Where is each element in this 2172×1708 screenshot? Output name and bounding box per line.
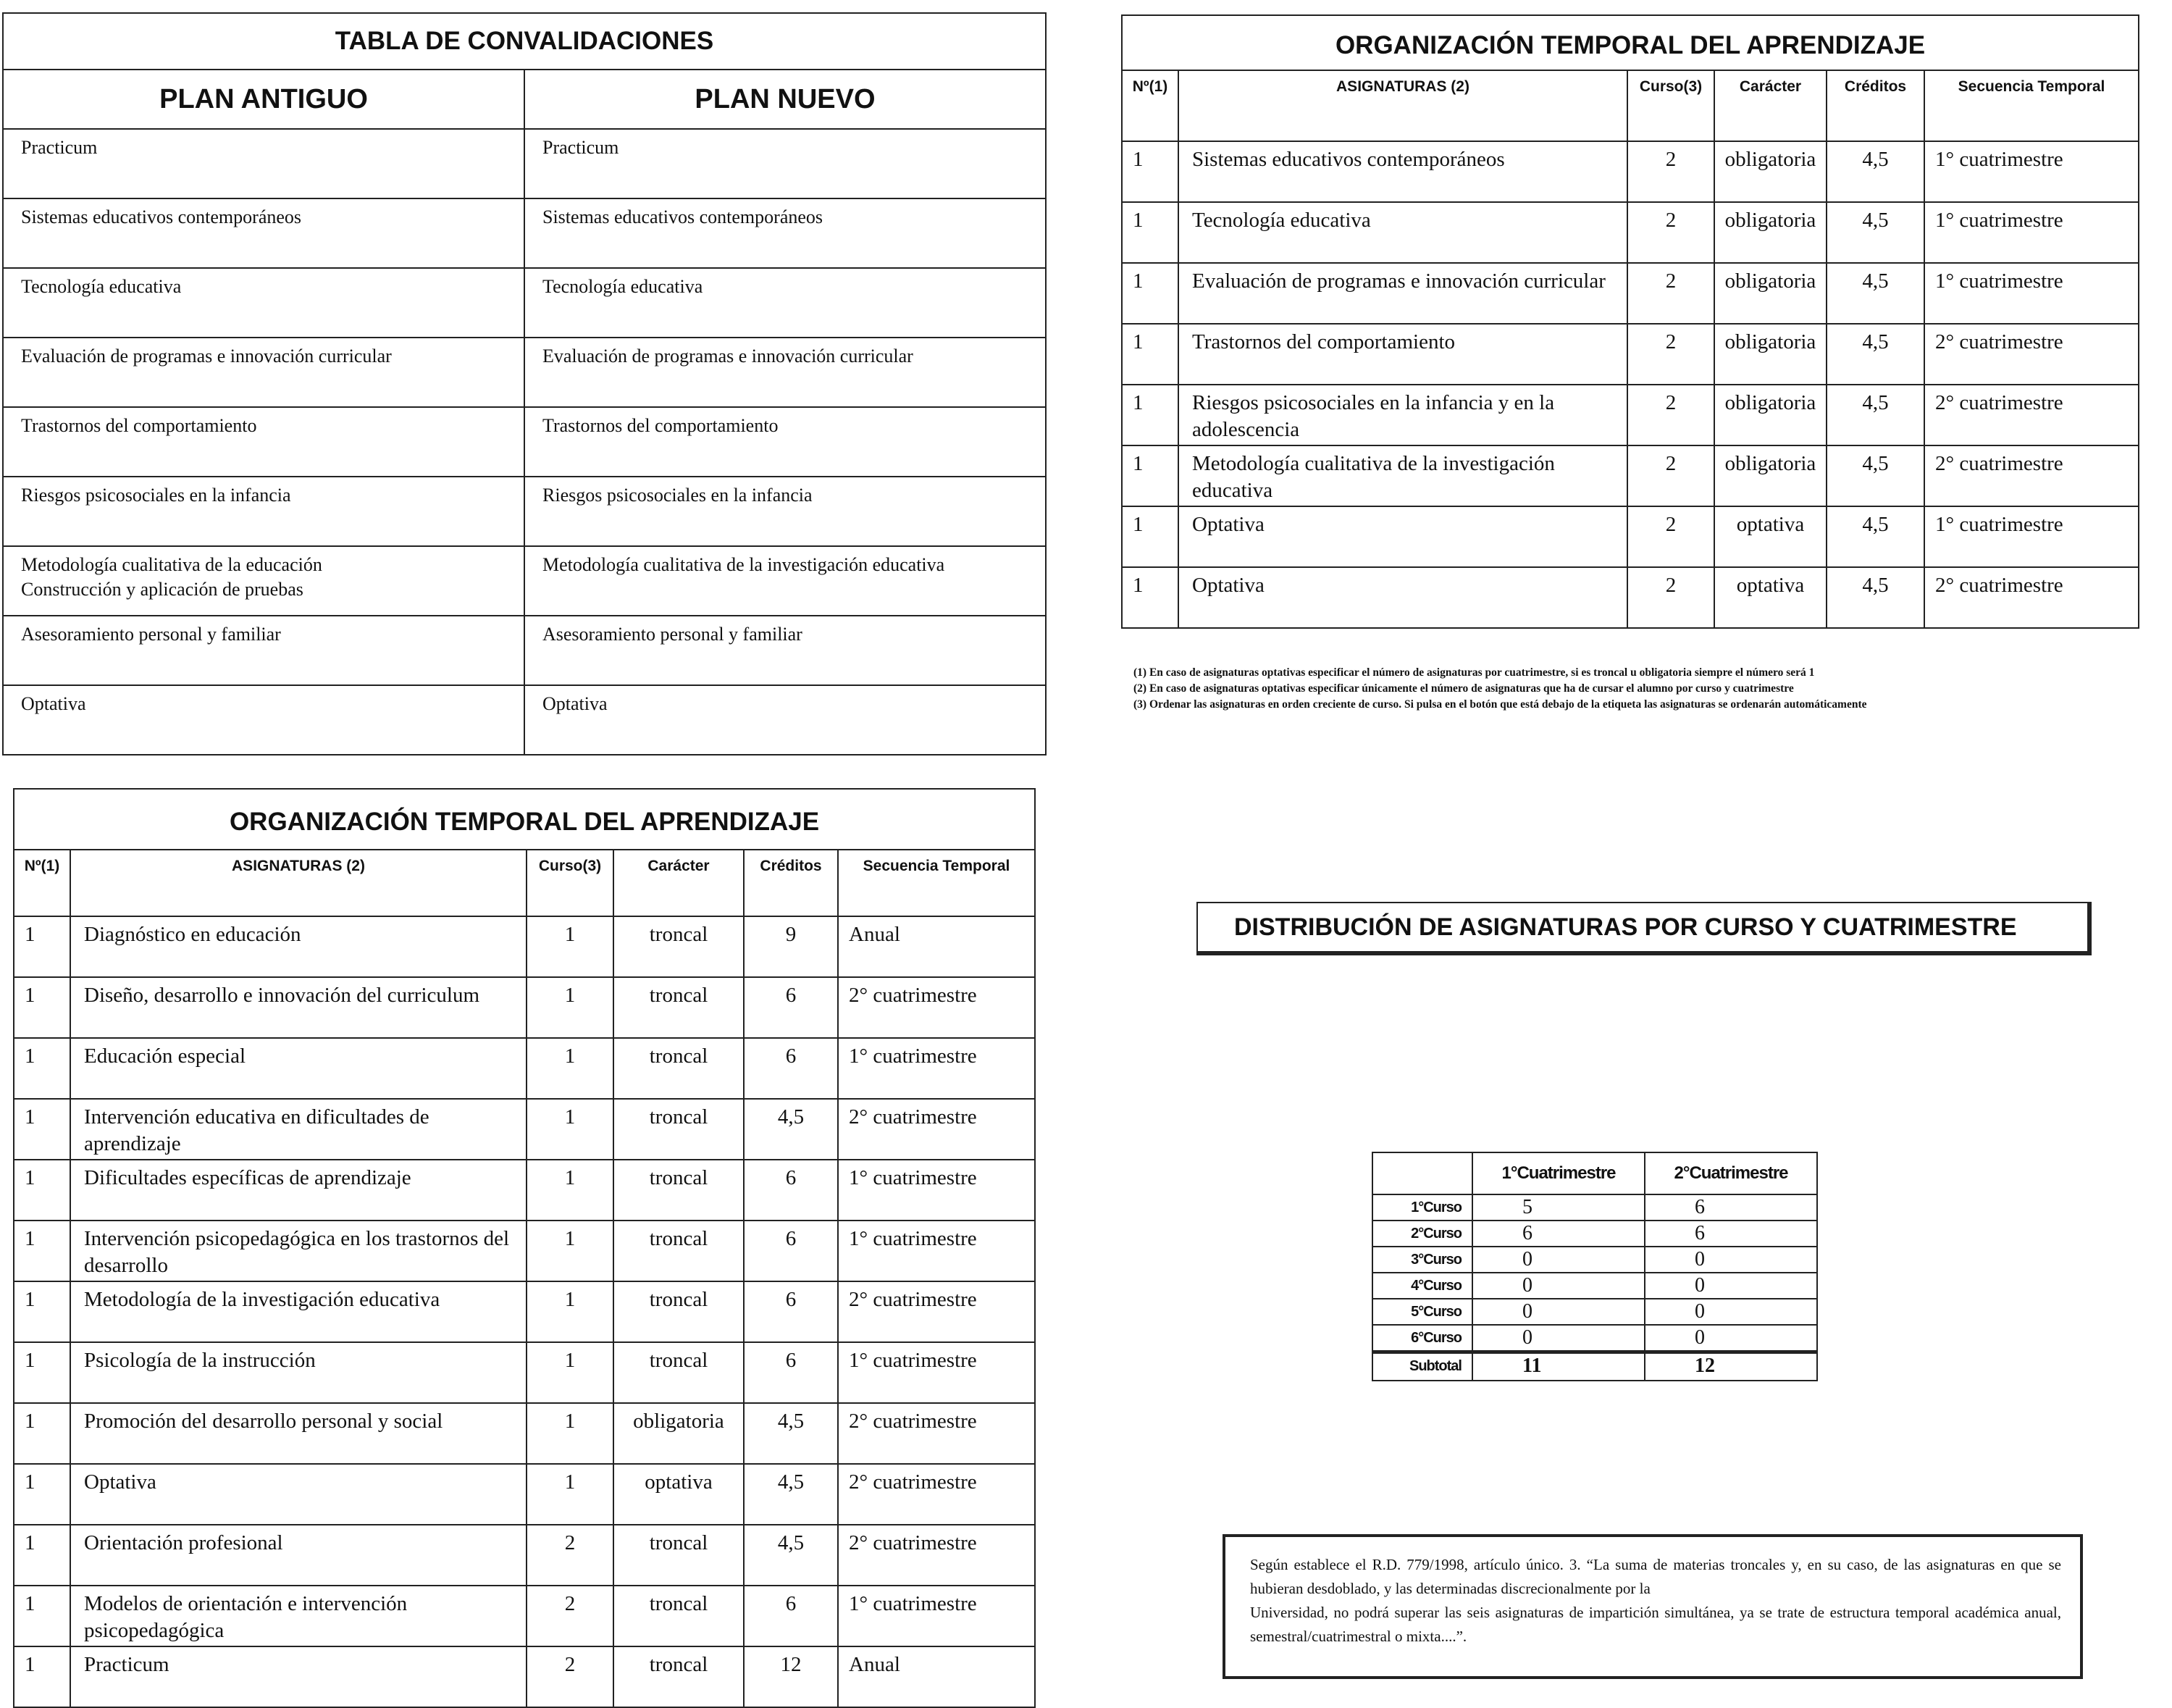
- caracter-value: obligatoria: [1714, 141, 1827, 202]
- creditos-value: 6: [744, 1281, 838, 1342]
- curso-value: 2: [527, 1646, 613, 1707]
- subtotal-c1: 11: [1472, 1352, 1645, 1381]
- curso-value: 2: [1627, 567, 1714, 628]
- table-row: [3, 338, 1046, 407]
- creditos-value: 4,5: [1827, 445, 1924, 506]
- col-creditos: Créditos: [1827, 70, 1924, 141]
- subject-name: Optativa: [70, 1464, 527, 1525]
- secuencia-value: 1° cuatrimestre: [838, 1586, 1035, 1646]
- col-caracter: Carácter: [613, 850, 744, 916]
- curso-value: 1: [527, 1464, 613, 1525]
- row-number: 1: [14, 1221, 70, 1281]
- caracter-value: troncal: [613, 1160, 744, 1221]
- subject-name: Dificultades específicas de aprendizaje: [70, 1160, 527, 1221]
- table-row: [14, 1525, 1035, 1586]
- curso-value: 1: [527, 916, 613, 977]
- curso-value: 1: [527, 1099, 613, 1160]
- secuencia-value: 1° cuatrimestre: [838, 1160, 1035, 1221]
- secuencia-value: 1° cuatrimestre: [1924, 263, 2139, 324]
- creditos-value: 6: [744, 1586, 838, 1646]
- creditos-value: 12: [744, 1646, 838, 1707]
- plan-nuevo-header: PLAN NUEVO: [524, 70, 1046, 129]
- cuatrimestre-2-value: 0: [1645, 1273, 1817, 1299]
- creditos-value: 4,5: [744, 1099, 838, 1160]
- row-number: 1: [1122, 263, 1178, 324]
- legal-note-line2: Universidad, no podrá superar las seis asignaturas de impartición simultánea, ya se trate de estructura temporal académica anual, semestral/cuatrimestral o mixta....”.: [1250, 1604, 2061, 1645]
- footnote-3: (3) Ordenar las asignaturas en orden creciente de curso. Si pulsa en el botón que está debajo de la etiqueta las asignaturas se ordenarán automáticamente: [1133, 698, 1867, 711]
- curso-value: 2: [527, 1586, 613, 1646]
- creditos-value: 4,5: [744, 1403, 838, 1464]
- row-number: 1: [14, 916, 70, 977]
- caracter-value: obligatoria: [1714, 445, 1827, 506]
- creditos-value: 6: [744, 977, 838, 1038]
- curso-label: 1°Curso: [1372, 1194, 1472, 1221]
- secuencia-value: Anual: [838, 1646, 1035, 1707]
- col-secuencia: Secuencia Temporal: [1924, 70, 2139, 141]
- subject-name: Optativa: [1178, 506, 1627, 567]
- footnotes: [1133, 665, 1867, 713]
- table-row: [1122, 567, 2139, 628]
- table-row: [14, 1281, 1035, 1342]
- curso-label: 4°Curso: [1372, 1273, 1472, 1299]
- curso-label: 3°Curso: [1372, 1247, 1472, 1273]
- curso-value: 2: [1627, 506, 1714, 567]
- caracter-value: obligatoria: [1714, 324, 1827, 385]
- caracter-value: optativa: [1714, 567, 1827, 628]
- row-number: 1: [14, 1403, 70, 1464]
- creditos-value: 4,5: [1827, 141, 1924, 202]
- caracter-value: troncal: [613, 1099, 744, 1160]
- subject-name: Practicum: [70, 1646, 527, 1707]
- subject-name: Psicología de la instrucción: [70, 1342, 527, 1403]
- organizacion-title: ORGANIZACIÓN TEMPORAL DEL APRENDIZAJE: [1122, 15, 2139, 70]
- secuencia-value: 2° cuatrimestre: [1924, 385, 2139, 445]
- table-row: [14, 1646, 1035, 1707]
- caracter-value: troncal: [613, 1525, 744, 1586]
- subtotal-row: [1372, 1352, 1817, 1381]
- convalidaciones-title: TABLA DE CONVALIDACIONES: [3, 13, 1046, 70]
- row-number: 1: [14, 1160, 70, 1221]
- secuencia-value: 2° cuatrimestre: [838, 977, 1035, 1038]
- caracter-value: troncal: [613, 1038, 744, 1099]
- cuatrimestre-2-value: 0: [1645, 1325, 1817, 1352]
- curso-value: 2: [1627, 202, 1714, 263]
- secuencia-value: 1° cuatrimestre: [1924, 506, 2139, 567]
- distribucion-table: [1372, 1152, 1818, 1381]
- table-row: [3, 198, 1046, 268]
- row-number: 1: [1122, 202, 1178, 263]
- old-subject: Evaluación de programas e innovación curricular: [3, 338, 524, 407]
- legal-note-box: [1223, 1534, 2083, 1679]
- col-asignaturas: ASIGNATURAS (2): [1178, 70, 1627, 141]
- cuatrimestre-1-value: 6: [1472, 1221, 1645, 1247]
- col-creditos: Créditos: [744, 850, 838, 916]
- col-numero: Nº(1): [14, 850, 70, 916]
- organizacion-table-curso1: [13, 788, 1036, 1708]
- creditos-value: 9: [744, 916, 838, 977]
- secuencia-value: 2° cuatrimestre: [838, 1464, 1035, 1525]
- distribucion-title: DISTRIBUCIÓN DE ASIGNATURAS POR CURSO Y CUATRIMESTRE: [1196, 902, 2092, 955]
- creditos-value: 4,5: [744, 1525, 838, 1586]
- subject-name: Sistemas educativos contemporáneos: [1178, 141, 1627, 202]
- old-subject: [3, 546, 524, 616]
- curso-value: 2: [527, 1525, 613, 1586]
- caracter-value: troncal: [613, 1646, 744, 1707]
- caracter-value: troncal: [613, 1586, 744, 1646]
- col-curso: Curso(3): [527, 850, 613, 916]
- creditos-value: 4,5: [1827, 202, 1924, 263]
- new-subject: Optativa: [524, 685, 1046, 755]
- row-number: 1: [1122, 324, 1178, 385]
- table-row: [3, 129, 1046, 198]
- new-subject: Evaluación de programas e innovación curricular: [524, 338, 1046, 407]
- col-2-cuatrimestre: 2°Cuatrimestre: [1645, 1152, 1817, 1194]
- curso-value: 2: [1627, 324, 1714, 385]
- subject-name: Orientación profesional: [70, 1525, 527, 1586]
- table-row: [1372, 1299, 1817, 1325]
- table-row: [1372, 1325, 1817, 1352]
- caracter-value: troncal: [613, 916, 744, 977]
- caracter-value: optativa: [1714, 506, 1827, 567]
- caracter-value: troncal: [613, 1221, 744, 1281]
- secuencia-value: Anual: [838, 916, 1035, 977]
- new-subject: Riesgos psicosociales en la infancia: [524, 477, 1046, 546]
- secuencia-value: 1° cuatrimestre: [1924, 202, 2139, 263]
- old-subject: Tecnología educativa: [3, 268, 524, 338]
- row-number: 1: [14, 1646, 70, 1707]
- subject-name: Metodología de la investigación educativa: [70, 1281, 527, 1342]
- subject-name: Modelos de orientación e intervención psicopedagógica: [70, 1586, 527, 1646]
- curso-value: 1: [527, 1342, 613, 1403]
- table-row: [1372, 1221, 1817, 1247]
- table-row: [3, 477, 1046, 546]
- curso-label: 5°Curso: [1372, 1299, 1472, 1325]
- subject-name: Tecnología educativa: [1178, 202, 1627, 263]
- row-number: 1: [1122, 567, 1178, 628]
- convalidaciones-table: [2, 12, 1047, 755]
- caracter-value: troncal: [613, 1281, 744, 1342]
- footnote-2: (2) En caso de asignaturas optativas especificar únicamente el número de asignaturas que ha de cursar el alumno por curso y cuatrimestre: [1133, 682, 1794, 695]
- table-row: [1122, 324, 2139, 385]
- secuencia-value: 2° cuatrimestre: [838, 1525, 1035, 1586]
- old-subject: Optativa: [3, 685, 524, 755]
- subject-name: Educación especial: [70, 1038, 527, 1099]
- row-number: 1: [1122, 445, 1178, 506]
- table-row: [3, 546, 1046, 616]
- caracter-value: optativa: [613, 1464, 744, 1525]
- caracter-value: obligatoria: [1714, 202, 1827, 263]
- old-subject-line: Metodología cualitativa de la educación: [21, 554, 322, 575]
- creditos-value: 4,5: [1827, 324, 1924, 385]
- curso-label: 6°Curso: [1372, 1325, 1472, 1352]
- table-row: [3, 407, 1046, 477]
- table-row: [1122, 445, 2139, 506]
- row-number: 1: [14, 1464, 70, 1525]
- creditos-value: 4,5: [1827, 385, 1924, 445]
- row-number: 1: [14, 1038, 70, 1099]
- subject-name: Riesgos psicosociales en la infancia y en la adolescencia: [1178, 385, 1627, 445]
- old-subject: Trastornos del comportamiento: [3, 407, 524, 477]
- table-row: [14, 977, 1035, 1038]
- row-number: 1: [1122, 141, 1178, 202]
- creditos-value: 4,5: [744, 1464, 838, 1525]
- curso-label: 2°Curso: [1372, 1221, 1472, 1247]
- corner-cell: [1372, 1152, 1472, 1194]
- subject-name: Metodología cualitativa de la investigación educativa: [1178, 445, 1627, 506]
- table-row: [1372, 1194, 1817, 1221]
- row-number: 1: [14, 1099, 70, 1160]
- row-number: 1: [14, 1281, 70, 1342]
- secuencia-value: 2° cuatrimestre: [838, 1281, 1035, 1342]
- subject-name: Optativa: [1178, 567, 1627, 628]
- caracter-value: obligatoria: [1714, 263, 1827, 324]
- col-curso: Curso(3): [1627, 70, 1714, 141]
- subtotal-label: Subtotal: [1372, 1352, 1472, 1381]
- organizacion-table-curso2: [1121, 14, 2139, 629]
- subject-name: Intervención educativa en dificultades de aprendizaje: [70, 1099, 527, 1160]
- row-number: 1: [14, 1342, 70, 1403]
- table-row: [3, 268, 1046, 338]
- secuencia-value: 2° cuatrimestre: [1924, 324, 2139, 385]
- subtotal-c2: 12: [1645, 1352, 1817, 1381]
- caracter-value: troncal: [613, 1342, 744, 1403]
- curso-value: 2: [1627, 445, 1714, 506]
- footnote-1: (1) En caso de asignaturas optativas especificar el número de asignaturas por cuatrimestre, si es troncal u obligatoria siempre el número será 1: [1133, 666, 1815, 679]
- curso-value: 2: [1627, 385, 1714, 445]
- cuatrimestre-2-value: 0: [1645, 1247, 1817, 1273]
- creditos-value: 6: [744, 1160, 838, 1221]
- secuencia-value: 2° cuatrimestre: [838, 1099, 1035, 1160]
- new-subject: Asesoramiento personal y familiar: [524, 616, 1046, 685]
- table-row: [14, 1464, 1035, 1525]
- curso-value: 1: [527, 1281, 613, 1342]
- secuencia-value: 1° cuatrimestre: [838, 1342, 1035, 1403]
- row-number: 1: [14, 977, 70, 1038]
- row-number: 1: [14, 1586, 70, 1646]
- new-subject: Practicum: [524, 129, 1046, 198]
- table-row: [3, 616, 1046, 685]
- cuatrimestre-1-value: 0: [1472, 1325, 1645, 1352]
- new-subject: Metodología cualitativa de la investigación educativa: [524, 546, 1046, 616]
- table-row: [14, 1221, 1035, 1281]
- table-row: [14, 1342, 1035, 1403]
- secuencia-value: 1° cuatrimestre: [1924, 141, 2139, 202]
- table-row: [14, 1038, 1035, 1099]
- cuatrimestre-2-value: 6: [1645, 1221, 1817, 1247]
- new-subject: Tecnología educativa: [524, 268, 1046, 338]
- table-row: [1122, 506, 2139, 567]
- secuencia-value: 1° cuatrimestre: [838, 1038, 1035, 1099]
- row-number: 1: [1122, 506, 1178, 567]
- col-1-cuatrimestre: 1°Cuatrimestre: [1472, 1152, 1645, 1194]
- plan-antiguo-header: PLAN ANTIGUO: [3, 70, 524, 129]
- curso-value: 2: [1627, 141, 1714, 202]
- cuatrimestre-2-value: 6: [1645, 1194, 1817, 1221]
- secuencia-value: 2° cuatrimestre: [838, 1403, 1035, 1464]
- curso-value: 1: [527, 1403, 613, 1464]
- old-subject: Sistemas educativos contemporáneos: [3, 198, 524, 268]
- cuatrimestre-1-value: 0: [1472, 1247, 1645, 1273]
- curso-value: 2: [1627, 263, 1714, 324]
- subject-name: Trastornos del comportamiento: [1178, 324, 1627, 385]
- cuatrimestre-1-value: 5: [1472, 1194, 1645, 1221]
- secuencia-value: 2° cuatrimestre: [1924, 445, 2139, 506]
- creditos-value: 4,5: [1827, 567, 1924, 628]
- curso-value: 1: [527, 977, 613, 1038]
- col-asignaturas: ASIGNATURAS (2): [70, 850, 527, 916]
- secuencia-value: 1° cuatrimestre: [838, 1221, 1035, 1281]
- table-row: [14, 1586, 1035, 1646]
- subject-name: Intervención psicopedagógica en los trastornos del desarrollo: [70, 1221, 527, 1281]
- cuatrimestre-2-value: 0: [1645, 1299, 1817, 1325]
- creditos-value: 6: [744, 1038, 838, 1099]
- subject-name: Diseño, desarrollo e innovación del curriculum: [70, 977, 527, 1038]
- subject-name: Diagnóstico en educación: [70, 916, 527, 977]
- creditos-value: 4,5: [1827, 263, 1924, 324]
- table-row: [14, 1403, 1035, 1464]
- new-subject: Sistemas educativos contemporáneos: [524, 198, 1046, 268]
- table-row: [14, 916, 1035, 977]
- table-row: [14, 1160, 1035, 1221]
- curso-value: 1: [527, 1160, 613, 1221]
- table-row: [1122, 202, 2139, 263]
- curso-value: 1: [527, 1221, 613, 1281]
- cuatrimestre-1-value: 0: [1472, 1273, 1645, 1299]
- old-subject-line: Construcción y aplicación de pruebas: [21, 579, 303, 600]
- subject-name: Evaluación de programas e innovación curricular: [1178, 263, 1627, 324]
- caracter-value: obligatoria: [1714, 385, 1827, 445]
- curso-value: 1: [527, 1038, 613, 1099]
- subject-name: Promoción del desarrollo personal y social: [70, 1403, 527, 1464]
- old-subject: Asesoramiento personal y familiar: [3, 616, 524, 685]
- new-subject: Trastornos del comportamiento: [524, 407, 1046, 477]
- table-row: [1372, 1273, 1817, 1299]
- col-caracter: Carácter: [1714, 70, 1827, 141]
- table-row: [1122, 385, 2139, 445]
- creditos-value: 6: [744, 1342, 838, 1403]
- table-row: [1122, 263, 2139, 324]
- row-number: 1: [14, 1525, 70, 1586]
- old-subject: Practicum: [3, 129, 524, 198]
- creditos-value: 6: [744, 1221, 838, 1281]
- table-row: [14, 1099, 1035, 1160]
- old-subject: Riesgos psicosociales en la infancia: [3, 477, 524, 546]
- row-number: 1: [1122, 385, 1178, 445]
- organizacion-title: ORGANIZACIÓN TEMPORAL DEL APRENDIZAJE: [14, 789, 1035, 850]
- secuencia-value: 2° cuatrimestre: [1924, 567, 2139, 628]
- table-row: [1372, 1247, 1817, 1273]
- col-secuencia: Secuencia Temporal: [838, 850, 1035, 916]
- caracter-value: obligatoria: [613, 1403, 744, 1464]
- cuatrimestre-1-value: 0: [1472, 1299, 1645, 1325]
- col-numero: Nº(1): [1122, 70, 1178, 141]
- table-row: [1122, 141, 2139, 202]
- table-row: [3, 685, 1046, 755]
- creditos-value: 4,5: [1827, 506, 1924, 567]
- caracter-value: troncal: [613, 977, 744, 1038]
- legal-note-line1: Según establece el R.D. 779/1998, artículo único. 3. “La suma de materias troncales y, en su caso, de las asignaturas en que se hubieran desdoblado, y las determinadas discrecionalmente por la: [1250, 1556, 2061, 1597]
